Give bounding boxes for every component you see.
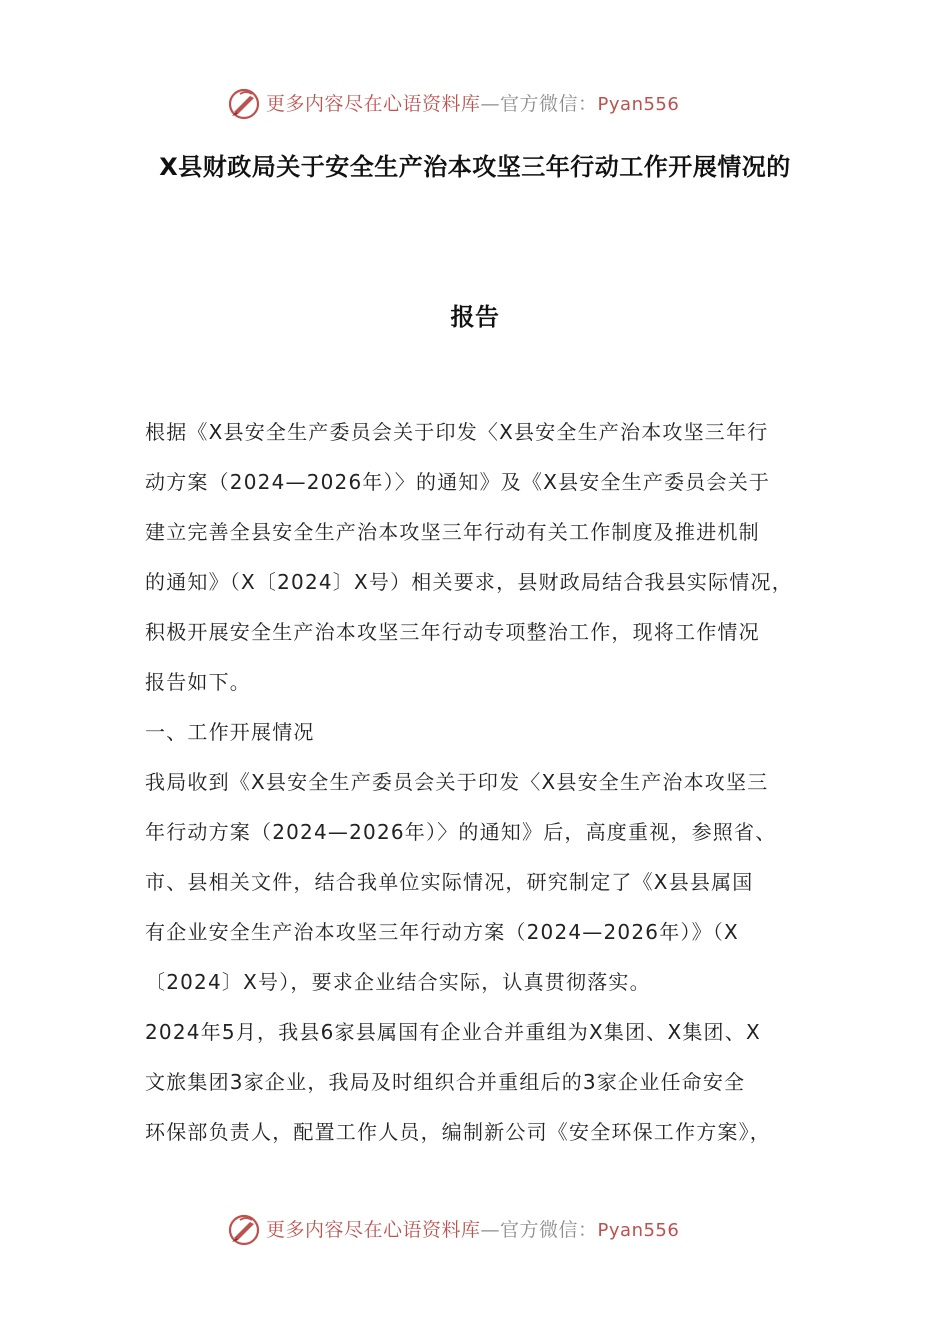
paragraph-intro [145,407,810,707]
footer-watermark [0,1210,950,1250]
text-line: 根据《X县安全生产委员会关于印发〈X县安全生产治本攻坚三年行 [145,420,769,444]
watermark-wechat-id: Pyan556 [597,94,680,115]
text-line: 报告如下。 [145,670,251,694]
text-line: 我局收到《X县安全生产委员会关于印发〈X县安全生产治本攻坚三 [145,770,769,794]
paragraph-work-plan [145,757,810,1007]
watermark-official-label: —官方微信： [480,93,598,115]
text-line: 有企业安全生产治本攻坚三年行动方案（2024—2026年）》（X [145,920,739,944]
text-line: 积极开展安全生产治本攻坚三年行动专项整治工作，现将工作情况 [145,620,760,644]
watermark-wechat-id: Pyan556 [597,1220,680,1241]
text-line: 建立完善全县安全生产治本攻坚三年行动有关工作制度及推进机制 [145,520,760,544]
document-title-line-2: 报告 [450,303,500,331]
header-watermark [0,84,950,124]
text-line: 环保部负责人，配置工作人员，编制新公司《安全环保工作方案》， [145,1120,771,1144]
text-line: 文旅集团3家企业，我局及时组织合并重组后的3家企业任命安全 [145,1070,746,1094]
watermark-text [266,1218,679,1243]
watermark-official-label: —官方微信： [480,1219,598,1241]
document-title-line-1: X县财政局关于安全生产治本攻坚三年行动工作开展情况的 [159,153,791,181]
text-line: 〔2024〕X号），要求企业结合实际，认真贯彻落实。 [145,970,651,994]
writing-hand-logo-icon [226,1212,262,1248]
text-line: 市、县相关文件，结合我单位实际情况，研究制定了《X县县属国 [145,870,754,894]
watermark-text [266,92,679,117]
text-line: 一、工作开展情况 [145,720,315,744]
text-line: 动方案（2024—2026年）〉的通知》及《X县安全生产委员会关于 [145,470,771,494]
text-line: 年行动方案（2024—2026年）〉的通知》后，高度重视，参照省、 [145,820,777,844]
paragraph-reorganization [145,1007,810,1157]
section-heading [145,707,810,757]
text-line: 的通知》（X〔2024〕X号）相关要求，县财政局结合我县实际情况， [145,570,793,594]
watermark-brand: 更多内容尽在心语资料库 [266,93,481,115]
writing-hand-logo-icon [226,86,262,122]
text-line: 2024年5月，我县6家县属国有企业合并重组为X集团、X集团、X [145,1020,761,1044]
watermark-brand: 更多内容尽在心语资料库 [266,1219,481,1241]
